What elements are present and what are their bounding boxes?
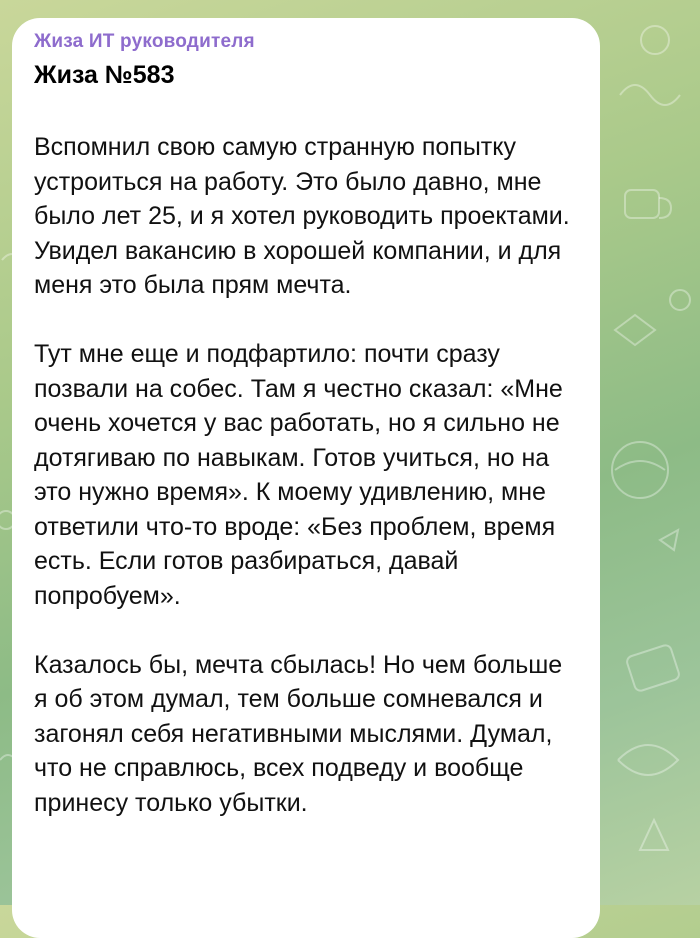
- doodle-leaf-icon: [618, 745, 678, 775]
- doodle-dot-icon: [670, 290, 690, 310]
- doodle-cone-icon: [640, 820, 668, 850]
- doodle-circle-icon: [641, 26, 669, 54]
- doodle-triangle-icon: [660, 530, 678, 550]
- post-paragraph: Тут мне еще и подфартило: почти сразу позвали на собес. Там я честно сказал: «Мне очень хочется у вас работать, но я сильно не дотягиваю по навыкам. Готов учиться, но на это нужно время». К моему удивлению, мне ответили что-то вроде: «Без проблем, время есть. Если готов разбираться, давай попробуем».: [34, 340, 563, 610]
- doodle-cup-icon: [625, 190, 659, 218]
- doodle-ball-icon: [612, 442, 668, 498]
- doodle-diamond-icon: [615, 315, 655, 345]
- doodle-wave-icon: [620, 85, 680, 105]
- message-bubble[interactable]: [12, 18, 600, 938]
- post-paragraph: Вспомнил свою самую странную попытку устроиться на работу. Это было давно, мне было лет 25, и я хотел руководить проектами. Увидел вакансию в хорошей компании, и для меня это была прям мечта.: [34, 133, 570, 299]
- post-paragraph: Казалось бы, мечта сбылась! Но чем больше я об этом думал, тем больше сомневался и загонял себя негативными мыслями. Думал, что не справлюсь, всех подведу и вообще принесу только убытки.: [34, 650, 563, 817]
- channel-name[interactable]: Жиза ИТ руководителя: [34, 31, 255, 52]
- doodle-card-icon: [626, 644, 681, 692]
- post-title: Жиза №583: [34, 61, 175, 89]
- doodle-cup-handle-icon: [659, 198, 671, 218]
- doodle-ball-line-icon: [615, 461, 665, 470]
- post-body: [34, 130, 578, 820]
